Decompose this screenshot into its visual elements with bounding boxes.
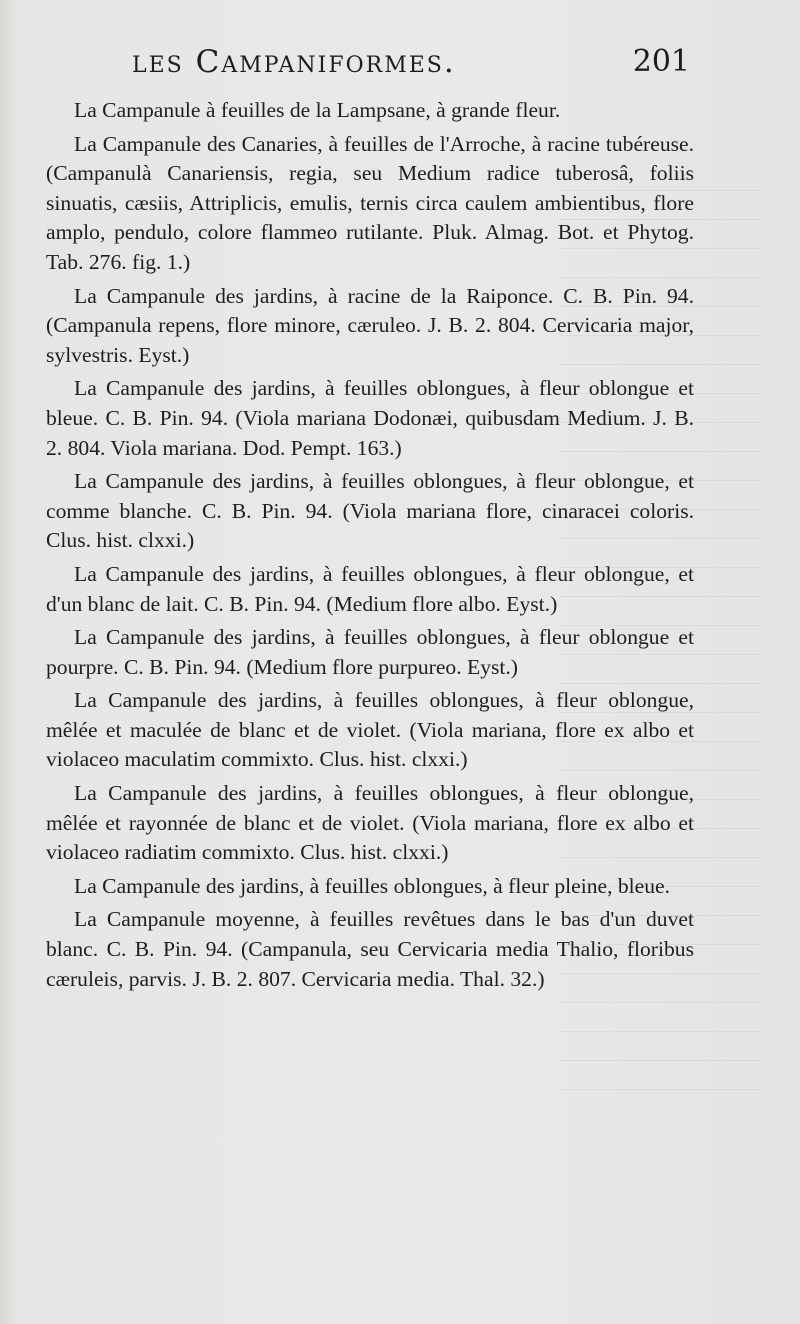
page-header [132,44,692,84]
entry-paragraph: La Campanule des jardins, à feuilles oblongues, à fleur oblongue, et comme blanche. C. B. Pin. 94. (Viola mariana flore, cinaracei coloris. Clus. hist. clxxi.) [46,469,694,553]
entry-paragraph: La Campanule moyenne, à feuilles revêtues dans le bas d'un duvet blanc. C. B. Pin. 94. (Campanula, seu Cervicaria media Thalio, floribus cæruleis, parvis. J. B. 2. 807. Cervicaria media. Thal. 32.) [46,907,694,991]
entry-paragraph: La Campanule à feuilles de la Lampsane, à grande fleur. [74,98,561,122]
entry-paragraph: La Campanule des jardins, à feuilles oblongues, à fleur oblongue et bleue. C. B. Pin. 94. (Viola mariana Dodonæi, quibusdam Medium. J. B. 2. 804. Viola mariana. Dod. Pempt. 163.) [46,376,694,460]
entry-paragraph: La Campanule des jardins, à feuilles oblongues, à fleur oblongue, mêlée et rayonnée de blanc et de violet. (Viola mariana, flore ex albo et violaceo radiatim commixto. Clus. hist. clxxi.) [46,781,694,865]
entry-paragraph: La Campanule des jardins, à feuilles oblongues, à fleur oblongue, mêlée et maculée de blanc et de violet. (Viola mariana, flore ex albo et violaceo maculatim commixto. Clus. hist. clxxi.) [46,688,694,772]
page-number: 201 [632,44,690,79]
entry-paragraph: La Campanule des jardins, à feuilles oblongues, à fleur pleine, bleue. [74,873,671,898]
entry-paragraph: La Campanule des Canaries, à feuilles de l'Arroche, à racine tubéreuse. (Campanulà Canariensis, regia, seu Medium radice tuberosâ, foliis sinuatis, cæsiis, Attriplicis, emulis, ternis circa caulem ambientibus, flore amplo, pendulo, colore flammeo rutilante. Pluk. Almag. Bot. et Phytog. Tab. 276. fig. 1.) [46,131,694,274]
page-body [46,96,694,994]
running-title: les Campaniformes. [132,44,456,80]
entry-paragraph: La Campanule des jardins, à feuilles oblongues, à fleur oblongue et pourpre. C. B. Pin. 94. (Medium flore purpureo. Eyst.) [46,625,694,679]
entry-paragraph: La Campanule des jardins, à racine de la Raiponce. C. B. Pin. 94. (Campanula repens, flore minore, cæruleo. J. B. 2. 804. Cervicaria major, sylvestris. Eyst.) [46,283,694,367]
entry-paragraph: La Campanule des jardins, à feuilles oblongues, à fleur oblongue, et d'un blanc de lait. C. B. Pin. 94. (Medium flore albo. Eyst.) [46,561,694,616]
